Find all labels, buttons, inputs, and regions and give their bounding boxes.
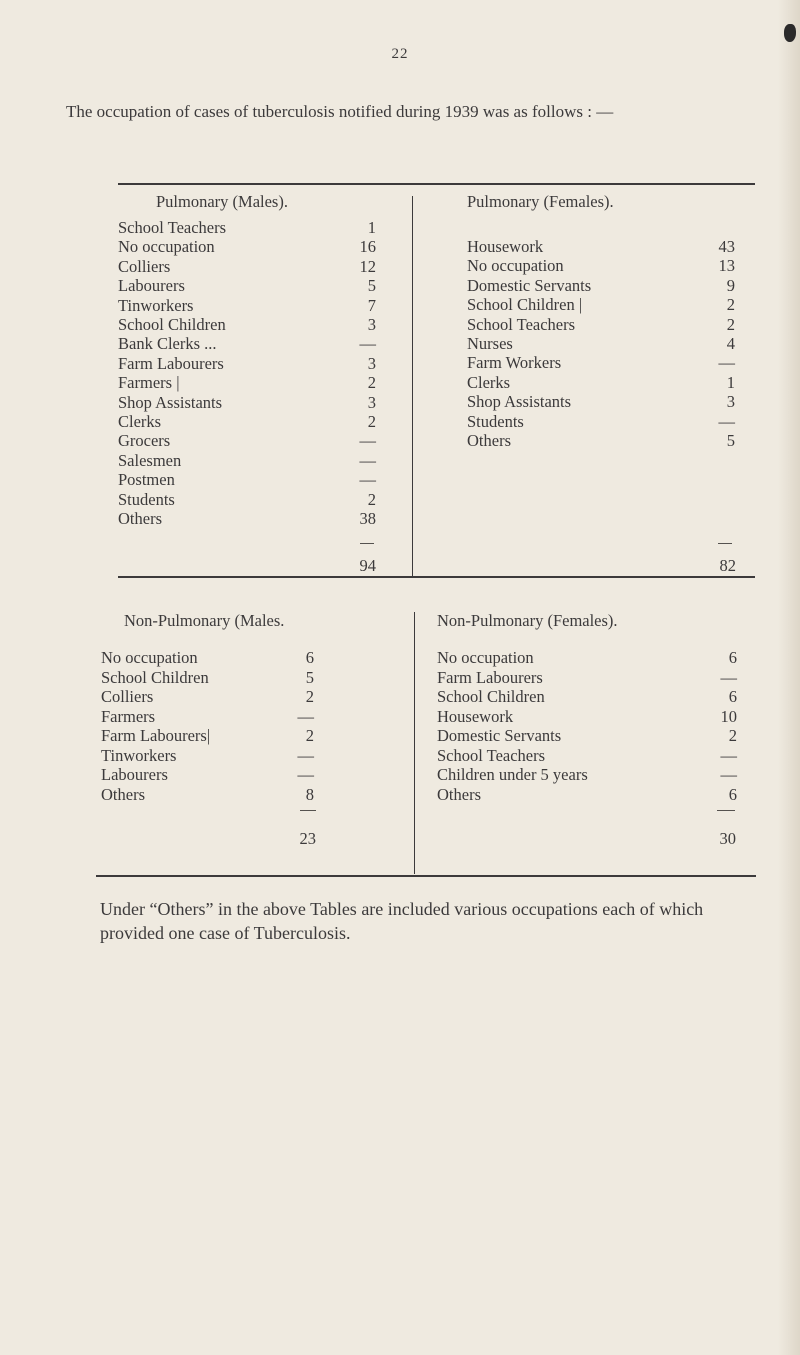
row-label: Clerks [467,372,511,392]
table-row [467,295,737,315]
row-label: School Children [101,667,209,687]
row-label: Farm Labourers| [101,726,211,745]
pulmonary-males-total-rule [360,543,374,544]
table-row [467,431,737,451]
table-row [118,373,378,393]
table-row [101,746,316,766]
table-row [467,237,737,257]
table-row [118,218,378,238]
table-row [118,276,378,296]
row-label: No occupation [118,237,215,257]
table-row [118,354,378,374]
row-value: 10 [720,706,737,726]
table-row [437,726,739,746]
footer-note: Under “Others” in the above Tables are included various occupations each of which provided one case of Tuberculosis. [100,899,704,943]
table-row [118,509,378,529]
table-row [467,392,737,412]
row-label: Children under 5 years [437,765,588,784]
table-row [467,315,737,335]
table-row [118,393,378,413]
row-label: Labourers [118,276,185,296]
row-value: 12 [359,256,376,276]
table-row [118,334,378,354]
table-row [118,315,378,335]
row-value: 2 [367,373,376,393]
row-value: 6 [728,784,737,804]
table-row [118,490,378,510]
row-value: — [720,765,737,784]
nonpulmonary-bottom-rule [96,875,756,877]
row-label: Tinworkers [101,745,177,765]
row-value: — [720,667,737,687]
row-value: 4 [726,334,735,353]
row-value: 3 [726,392,735,412]
row-value: — [359,450,376,470]
table-row [101,668,316,688]
row-value: 1 [726,372,735,392]
row-label: School Teachers [467,314,576,334]
row-label: Postmen [118,470,175,490]
pulmonary-females-total: 82 [719,556,736,575]
row-value: 7 [367,295,376,315]
row-value: 2 [367,412,376,431]
row-value: 5 [726,431,735,450]
row-label: Grocers [118,431,171,451]
row-value: 6 [305,648,314,667]
row-value: — [718,411,735,431]
row-label: Farmers [101,706,156,726]
row-label: School Children [437,687,545,706]
table-row [437,785,739,805]
row-label: Nurses [467,334,513,353]
row-value: 2 [726,314,735,334]
table-row [467,412,737,432]
nonpulmonary-females-total: 30 [719,829,736,848]
table-row [101,648,316,668]
nonpulmonary-males-total: 23 [299,829,316,848]
row-value: 16 [359,237,376,257]
row-value: — [297,706,314,726]
table-row [101,726,316,746]
table-row [467,373,737,393]
row-label: Labourers [101,765,168,784]
pulmonary-bottom-rule [118,576,755,578]
row-value: — [297,765,314,784]
pulmonary-divider [412,196,413,576]
table-row [437,765,739,785]
row-label: Domestic Servants [467,275,592,295]
row-label: School Teachers [437,745,546,765]
row-label: Bank Clerks ... [118,334,217,354]
row-value: 5 [367,276,376,296]
row-label: Farm Labourers [437,667,543,687]
row-label: Housework [467,237,544,256]
nonpulmonary-males-title: Non-Pulmonary (Males. [124,611,285,630]
intro-paragraph: The occupation of cases of tuberculosis notified during 1939 was as follows : — [66,102,614,121]
table-row [467,353,737,373]
table-row [467,256,737,276]
row-label: School Children | [467,295,583,315]
ink-blot [784,24,796,42]
row-label: Farm Labourers [118,353,224,373]
row-label: Others [437,784,481,804]
table-row [437,707,739,727]
row-label: No occupation [467,256,564,276]
row-label: Domestic Servants [437,726,562,745]
table-row [467,334,737,354]
row-value: 1 [367,218,376,237]
table-row [101,687,316,707]
table-row [437,687,739,707]
page-edge-shadow [778,0,800,1355]
page-number: 22 [391,46,409,62]
row-value: — [718,353,735,373]
row-label: Tinworkers [118,295,194,315]
row-label: Others [118,509,162,528]
pulmonary-males-total: 94 [359,556,376,575]
row-value: 2 [726,295,735,315]
row-value: 2 [305,726,314,745]
row-value: 3 [367,315,376,334]
row-value: 2 [305,687,314,706]
row-value: 5 [305,667,314,687]
row-value: — [720,745,737,765]
nonpulmonary-females-title: Non-Pulmonary (Females). [437,611,618,630]
nonpulmonary-females-total-rule [717,810,735,811]
table-row [118,296,378,316]
row-label: No occupation [101,648,198,667]
table-row [118,412,378,432]
row-value: 13 [718,256,735,276]
row-label: Colliers [118,256,171,276]
row-label: School Teachers [118,218,227,237]
row-value: 8 [305,784,314,804]
pulmonary-males-title: Pulmonary (Males). [156,192,288,211]
top-rule [118,183,755,185]
row-label: No occupation [437,648,534,667]
row-label: Farmers | [118,373,180,393]
table-row [118,470,378,490]
row-value: 2 [367,489,376,509]
row-value: 6 [728,687,737,706]
table-row [437,648,739,668]
row-value: 43 [718,237,735,256]
table-row [118,451,378,471]
row-label: Others [467,431,511,450]
row-value: — [359,470,376,490]
nonpulmonary-males-total-rule [300,810,316,811]
table-row [118,257,378,277]
table-row [437,668,739,688]
nonpulmonary-divider [414,612,415,874]
row-label: Colliers [101,687,154,706]
table-row [437,746,739,766]
pulmonary-females-total-rule [718,543,732,544]
row-label: Students [118,489,175,509]
table-row [118,237,378,257]
row-value: 9 [726,275,735,295]
row-label: Shop Assistants [467,392,572,412]
row-label: Students [467,411,524,431]
row-value: 6 [728,648,737,667]
row-value: 38 [359,509,376,528]
table-row [467,276,737,296]
row-label: Shop Assistants [118,392,223,412]
row-label: Others [101,784,145,804]
row-label: Salesmen [118,450,182,470]
table-row [101,765,316,785]
row-label: Housework [437,706,514,726]
table-row [101,707,316,727]
row-value: — [297,745,314,765]
row-value: — [359,431,376,451]
table-row [118,431,378,451]
pulmonary-females-title: Pulmonary (Females). [467,192,614,211]
row-value: — [359,334,376,354]
row-label: Farm Workers [467,353,562,373]
row-label: School Children [118,315,226,334]
row-value: 3 [367,353,376,373]
row-value: 3 [367,392,376,412]
table-row [101,785,316,805]
row-label: Clerks [118,412,162,431]
row-value: 2 [728,726,737,745]
